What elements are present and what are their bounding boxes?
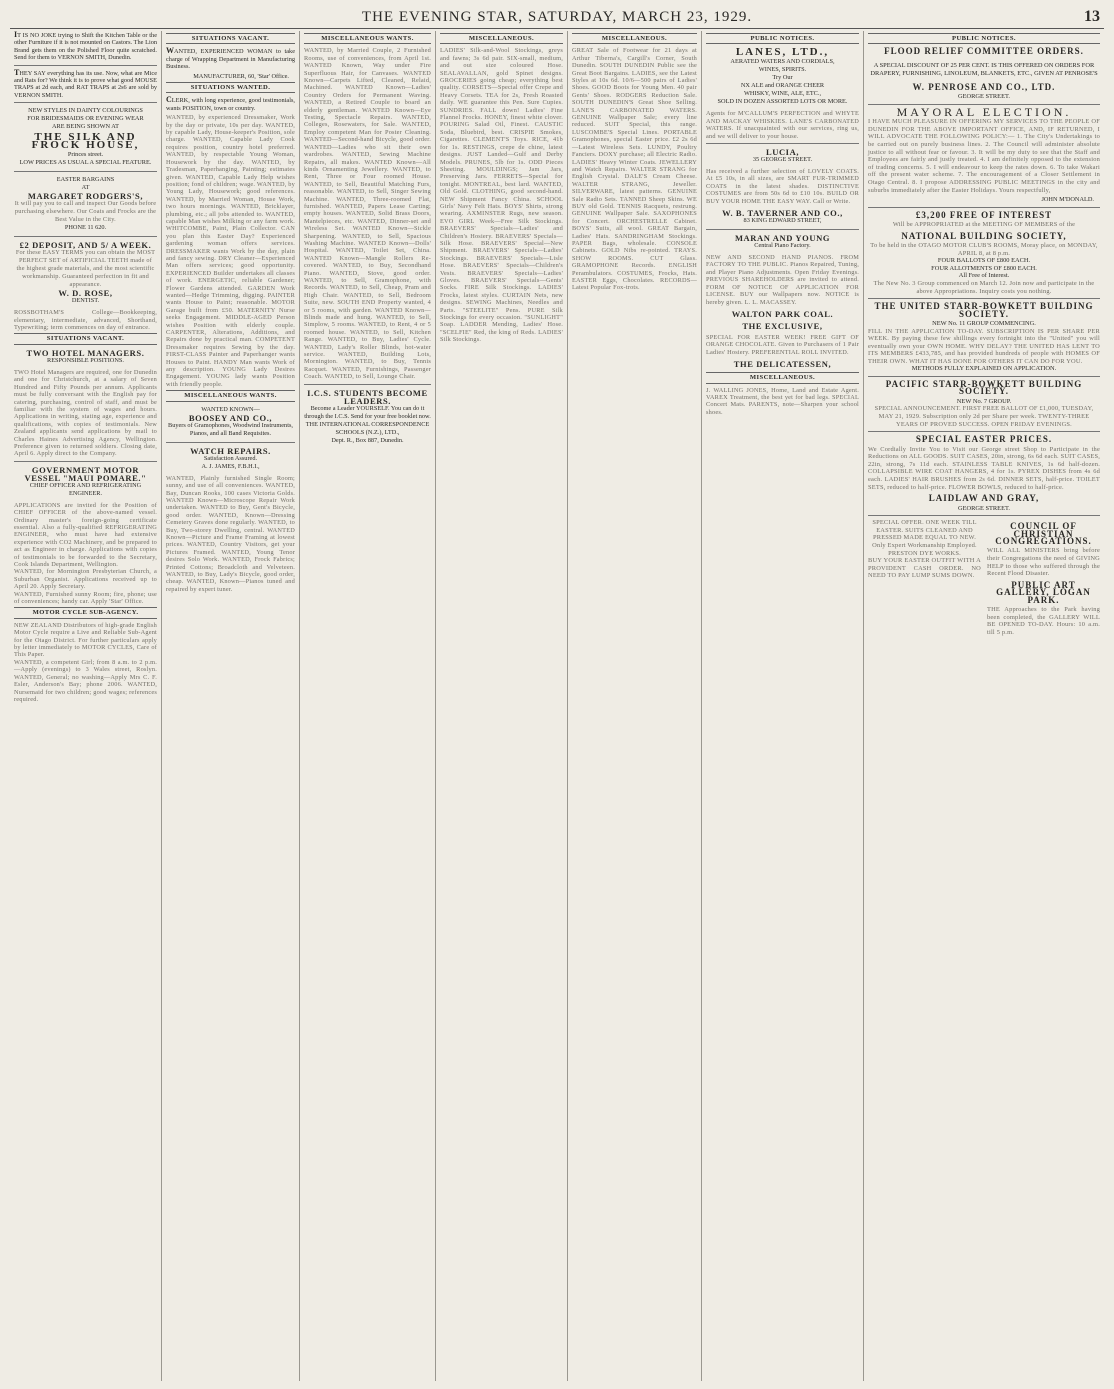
lanes-line-3: Try Our bbox=[772, 74, 793, 82]
ics-body: Become a Leader YOURSELF. You can do it through the I.C.S. Send for your free booklet now. bbox=[304, 404, 431, 420]
ics-sub: Dept. R., Box 887, Dunedin. bbox=[331, 436, 404, 444]
silk-house-name: THE SILK AND FROCK HOUSE, bbox=[31, 131, 140, 152]
column-1: IT IS NO JOKE trying to Shift the Kitchen Table or the other Furniture if it is not mounted on Castors. The Lion Brand gets them on the Polished Floor quite scratched. Send for them to VERNON SMITH, Dunedin. THEY SAY everything has its use. Now, what are Mice and Rats for? We think it is to prove what good MOUSE TRAPS at 2d each, and RAT TRAPS at 2s6 are sold by VERNON SMITH. NEW STYLES IN DAINTY COLOURINGS FOR BRIDESMAIDS OR EVENING WEAR ARE BEING SHOWN AT THE SILK AND FROCK HOUSE, Princes street. LOW PRICES AS USUAL A SPECIAL FEATURE. EASTER BARGAINS AT MARGARET RODGERS'S, It will pay you to call and inspect Our Goods before purchasing elsewhere. Our Coats and Frocks are the Best Value in the City. PHONE 11 620. £2 DEPOSIT, AND 5/ A WEEK. For these EASY TERMS you can obtain the MOST PERFECT SET of ARTIFICIAL TEETH made of the highest grade materials, and the most scientific workmanship. Guaranteed perfection in fit and appearance. W. D. ROSE, DENTIST. ROSSBOTHAM'S College—Bookkeeping, elementary, intermediate, advanced, Shorthand, Typewriting; term commences on day of entrance. SITUATIONS VACANT. TWO HOTEL MANAGERS. RESPONSIBLE POSITIONS. TWO Hotel Managers are required, one for Dunedin and one for Christchurch, at a salary of Seven Hundred and Fifty Pounds per annum. Applicants must be fully conversant with the English pay for catering, purchasing, control of staff, and must be familiar with the system of wages and hours. Applications in writing, stating age, experience and qualifications, with copies of testimonials. New Zealand applicants send applications by mail to Charles Haines Advertising Agency, Wellington. Preference given to returned soldiers. Closing date, April 6. Apply direct to the Company. GOVERNMENT MOTOR VESSEL "MAUI POMARE." CHIEF OFFICER AND REFRIGERATING ENGINEER. APPLICATIONS are invited for the Position of CHIEF OFFICER of the above-named vessel. Ordinary master's foreign-going certificate essential. Also a fully-qualified REFRIGERATING ENGINEER, who must have had extensive experience with CO2 Machinery, and be prepared to act as Engineer in charge. Applications with copies of testimonials to be forwarded to the Secretary, Cook Islands Department, Wellington. WANTED, for Mornington Presbyterian Church, a Suburban Organist. Applications received up to April 20. Apply Secretary. WANTED, Furnished sunny Room; fire, phone; use of conveniences; handy car. Apply 'Star' Office. MOTOR CYCLE SUB-AGENCY. NEW ZEALAND Distributors of high-grade English Motor Cycle require a Live and Reliable Sub-Agent for the Otago District. For further particulars apply by letter immediately to MOTOR CYCLES, Care of This Paper. WANTED, a competent Girl; from 8 a.m. to 2 p.m.—Apply (evenings) to 3 Wales street, Roslyn. WANTED, General; no washing—Apply Mrs C. F. Esler, Anderson's Bay; phone 2006. WANTED, Nursemaid for two children; good wages; references required. bbox=[10, 31, 162, 1381]
maran-sub: Central Piano Factory. bbox=[754, 242, 811, 250]
silk-frock-ad bbox=[14, 107, 157, 167]
taverner-name: W. B. TAVERNER AND CO., bbox=[722, 208, 843, 219]
section-public-notices-1: PUBLIC NOTICES. bbox=[706, 33, 859, 44]
easter-bargains-ad: EASTER BARGAINS AT MARGARET RODGERS'S, It will pay you to call and inspect Our Goods before purchasing elsewhere. Our Coats and Frocks are the Best Value in the City. PHONE 11 620. bbox=[14, 176, 157, 232]
nbs-line-1: FOUR BALLOTS OF £800 EACH. bbox=[937, 257, 1031, 265]
castor-ad: IT IS NO JOKE trying to Shift the Kitchen Table or the other Furniture if it is not mounted on Castors. The Lion Brand gets them on the Polished Floor quite scratched. Send for them to VERNON SMITH, Dunedin. bbox=[14, 31, 157, 62]
deposit-heading: £2 DEPOSIT, AND 5/ A WEEK. bbox=[19, 240, 152, 251]
lucia-name: LUCIA, bbox=[765, 147, 800, 158]
maran-name: MARAN AND YOUNG bbox=[734, 233, 831, 244]
boosey-ad bbox=[166, 406, 295, 438]
lucia-ad bbox=[706, 148, 859, 164]
silk-line-3: ARE BEING SHOWN AT bbox=[52, 123, 119, 131]
watch-sub: Satisfaction Assured. bbox=[203, 454, 258, 462]
walton-ad bbox=[706, 310, 859, 318]
lanes-line-5: WHISKY, WINE, ALE, ETC., bbox=[743, 90, 822, 98]
delicatessen-heading: THE DELICATESSEN, bbox=[733, 359, 832, 370]
united-sub: NEW No. 11 GROUP COMMENCING. bbox=[932, 319, 1036, 327]
nbs-name: NATIONAL BUILDING SOCIETY, bbox=[901, 230, 1067, 241]
lucia-sub: 35 GEORGE STREET. bbox=[752, 156, 813, 164]
rose-name: W. D. ROSE, bbox=[58, 288, 113, 299]
columns bbox=[10, 31, 1104, 1381]
boosey-name: BOOSEY AND CO., bbox=[188, 412, 273, 423]
section-situations-wanted: SITUATIONS WANTED. bbox=[166, 82, 295, 93]
walton-heading: WALTON PARK COAL. bbox=[731, 308, 834, 319]
flood-body: A SPECIAL DISCOUNT OF 25 PER CENT. IS THIS OFFERED ON ORDERS FOR DRAPERY, FURNISHING, LINOLEUM, BLANKETS, ETC., GIVEN AT PENROSE'S bbox=[870, 62, 1098, 77]
laidlaw-street: GEORGE STREET. bbox=[957, 504, 1011, 512]
section-miscellaneous-1: MISCELLANEOUS. bbox=[440, 33, 563, 44]
section-situations-vacant-2: SITUATIONS VACANT. bbox=[166, 33, 295, 44]
gallery-heading: PUBLIC ART GALLERY, LOGAN PARK. bbox=[996, 579, 1091, 605]
watch-repairs-ad bbox=[166, 447, 295, 471]
easter-prices-heading: SPECIAL EASTER PRICES. bbox=[915, 434, 1053, 445]
ics-name: THE INTERNATIONAL CORRESPONDENCE SCHOOLS (N.Z.), LTD., bbox=[305, 420, 430, 436]
mayoral-sig: JOHN M'DONALD. bbox=[1041, 196, 1094, 204]
column-4: MISCELLANEOUS. LADIES' Silk-and-Wool Stockings, greys and fawns; 3s 6d pair. SIX-small, medium, and out size coloured Hose. SEALAVALLAN, gold Spinet designs. GROCERIES going cheap; everything best quality. CORSETS—Special offer Crepe and Heavy Corsets. TEA for 2s, Fresh Roasted daily. WE guarantee this Pen. Sure Cupies. SUNDRIES. FALL down! Ladies' Fine Flannel Frocks. HONEY, finest white clover. POURING Salad Oil, Finest. CAUSTIC Soda, Bluebird, best. CRISPIE Smokes, Cigarettes. CLEMENT'S Toys. RICE, 41b for 1s. RESTINGS, crepe de chine, latest designs. JUST Landed—Gulf and Derby Models. PRUNES, 5lb for 1s. ODD Pieces Sheeting. MOULDINGS; Jam Jars, Preserving Jars. FERRETS—Special for tonight. MONTREAL, best lard. WANTED, Old Gold. CLOTHING, good second-hand. NEW Shipment Fancy China. SCHOOL Girls' Navy Felt Hats. BOYS' Shirts, strong wearing. AXMINSTER Rugs, new season. EVO GIRL Week—Free Silk Stockings. BRAEVERS' Specials—Ladies' and Children's Hosiery. BRAEVERS' Specials—Silk Hose. BRAEVERS' Special—New Shipment. BRAEVERS' Specials—Ladies' Stockings. BRAEVERS' Specials—Lisle Hose. BRAEVERS' Specials—Children's Vests. BRAEVERS' Specials—Ladies' Gloves. BRAEVERS' Specials—Gents' Socks. FIRE Silk Stockings. LADIES' Frocks, latest styles. CURTAIN Nets, new designs. SEWING Machines, Needles and Parts. "STEELITE" Pens. PURE Silk Stockings for every occasion. "SUNLIGHT" Soap. LADDER Mending, Ladies' Hose. "SCELFIE" Red, the king of Reds. LADIES' Silk Stockings. bbox=[436, 31, 568, 1381]
exclusive-heading: THE EXCLUSIVE, bbox=[742, 320, 823, 331]
maui-pomare-ad bbox=[14, 466, 157, 498]
silk-line-1: NEW STYLES IN DAINTY COLOURINGS bbox=[28, 107, 143, 115]
lanes-line-2: WINES, SPIRITS. bbox=[758, 66, 807, 74]
vessel-sub: CHIEF OFFICER AND REFRIGERATING ENGINEER. bbox=[29, 481, 142, 497]
silk-house-note: LOW PRICES AS USUAL A SPECIAL FEATURE. bbox=[19, 159, 152, 167]
section-situations-vacant-1: SITUATIONS VACANT. bbox=[14, 333, 157, 344]
flood-heading: FLOOD RELIEF COMMITTEE ORDERS. bbox=[884, 46, 1084, 57]
pacific-sub: NEW No. 7 GROUP. bbox=[956, 397, 1012, 405]
hotel-managers-ad bbox=[14, 349, 157, 365]
column-3: MISCELLANEOUS WANTS. WANTED, by Married Couple, 2 Furnished Rooms, use of conveniences, from April 1st. WANTED Known, Way under Fire Superfluous Hair, for Canvases. WANTED Known—Carpets Lifted, Cleaned, Relaid, Machined. WANTED Known—Ladies' Country Orders for Permanent Waving. WANTED, a Retired Couple to board an elderly gentleman. WANTED Known—Eye Testing, Spectacle Repairs. WANTED, Colleges, Rosewaters, for Sale. WANTED, Employ competent Man for Poster Cleaning. WANTED—Second-hand Bicycle, good order. WANTED—Ladies who sit their own wardrobes. WANTED, Sewing Machine Repairs, all makes. WANTED Known—All kinds Ornamenting Jewellery. WANTED, to Rent, Three or Four roomed House. WANTED, to Sell, Beautiful Matching Furs, reasonable. WANTED, to Sell, Singer Sewing Machine. WANTED, Three-roomed Flat, furnished. WANTED, Papers Lease Carting; empty houses. WANTED, Solid Brass Doors, Mantelpieces, etc. WANTED, Dinner-set and Wireless Set. WANTED Known—Sickle Sharpening. WANTED, to Sell, Spacious Washing Machine. WANTED Known—Dolls' Hospital. WANTED, Toilet Set, China. WANTED Known—Mangle Rollers Re-covered. WANTED, to Buy, Secondhand Piano. WANTED, Stove, good order. WANTED, to Sell, Gramophone, with Records. WANTED, to Sell, Cheap, Pram and High Chair. WANTED, to Sell, Bedroom Suite, new. SOUTH END Property wanted, 4 or 5 rooms, with garden. WANTED Known—Blinds made and hung. WANTED, to Sell, Simplow, 5 rooms. WANTED, to Rent, 4 or 5 roomed house. WANTED, to Sell, Kitchen Range. WANTED, to Buy, Ladies' Cycle. WANTED, Lady's Roller Blinds, hot-water service. WANTED, Building Lots, Mornington. WANTED, to Buy, Tennis Racquet. WANTED, Furnishings, Passenger Coach. WANTED, to Sell, Lounge Chair. I.C.S. STUDENTS BECOME LEADERS. Become a Leader YOURSELF. You can do it through the I.C.S. Send for your free booklet now. THE INTERNATIONAL CORRESPONDENCE SCHOOLS (N.Z.), LTD., Dept. R., Box 887, Dunedin. bbox=[300, 31, 436, 1381]
column-6: PUBLIC NOTICES. LANES, LTD., AERATED WATERS AND CORDIALS, WINES, SPIRITS. Try Our NX ALE and ORANGE CHEER WHISKY, WINE, ALE, ETC., SOLD IN DOZEN ASSORTED LOTS OR MORE. Agents for M'CALLUM'S PERFECTION and WHYTE AND MACKAY WHISKIES. LANE'S CARBONATED WATERS. If unacquainted with our services, ring us, and we will deliver to your house. LUCIA, 35 GEORGE STREET. Has received a further selection of LOVELY COATS. At £5 10s, in all sizes, are SMART FUR-TRIMMED COATS in the latest shades. DISTINCTIVE COSTUMES are from 50s 6d to £10 10s. BUILD OR BUY YOUR HOME THE EASY WAY. Call or Write. W. B. TAVERNER AND CO., 83 KING EDWARD STREET, MARAN AND YOUNG Central Piano Factory. NEW AND SECOND HAND PIANOS. FROM FACTORY TO THE PUBLIC. Pianos Repaired, Tuning, and Player Piano Adjustments. Open Friday Evenings. PREVIOUS SHAREHOLDERS are invited to attend. FORM OF NOTICE OF APPLICATION FOR LICENSE. BUY our Wallpapers now. NOTICE is hereby given. L. L. MACASSEY. WALTON PARK COAL. THE EXCLUSIVE, SPECIAL FOR EASTER WEEK! FREE GIFT OF ORANGE CHOCOLATE. Given to Purchasers of 1 Pair Ladies' Hosiery. PREFERENTIAL ROLL INVITED. THE DELICATESSEN, MISCELLANEOUS. J. WALLING JONES, Home, Land and Estate Agent. VAREX Treatment, the best yet for bad legs. SPECIAL Concert Mats. PARENTS, note—Sharpen your school shoes. bbox=[702, 31, 864, 1381]
taverner-sub: 83 KING EDWARD STREET, bbox=[743, 217, 822, 225]
manufacturer-sig: MANUFACTURER, 60, 'Star' Office. bbox=[193, 72, 289, 80]
ics-heading: I.C.S. STUDENTS BECOME LEADERS. bbox=[307, 387, 428, 406]
ics-ad bbox=[304, 389, 431, 445]
section-miscellaneous-2: MISCELLANEOUS. bbox=[572, 33, 697, 44]
laidlaw-name: LAIDLAW AND GRAY, bbox=[928, 493, 1040, 504]
delicatessen-ad bbox=[706, 360, 859, 368]
easter-line-2: AT bbox=[81, 184, 90, 192]
boosey-sub: Buyers of Gramophones, Woodwind Instruments, Pianos, and all Band Requisites. bbox=[168, 421, 293, 437]
pacific-heading: PACIFIC STARR-BOWKETT BUILDING SOCIETY. bbox=[885, 379, 1083, 397]
exclusive-ad bbox=[706, 322, 859, 330]
easter-line-1: EASTER BARGAINS bbox=[56, 176, 115, 184]
wanted-known: WANTED KNOWN— bbox=[201, 405, 260, 413]
section-motor-cycle: MOTOR CYCLE SUB-AGENCY. bbox=[14, 607, 157, 618]
masthead bbox=[10, 8, 1104, 29]
masthead-title: THE EVENING STAR, SATURDAY, MARCH 23, 1929. bbox=[361, 9, 753, 25]
council-heading: COUNCIL OF CHRISTIAN CONGREGATIONS. bbox=[995, 521, 1092, 547]
silk-house-street: Princes street. bbox=[67, 151, 104, 159]
rose-dentist-ad: £2 DEPOSIT, AND 5/ A WEEK. For these EASY TERMS you can obtain the MOST PERFECT SET of ARTIFICIAL TEETH made of the highest grade materials, and the most scientific workmanship. Guaranteed perfection in fit and appearance. W. D. ROSE, DENTIST. bbox=[15, 240, 156, 305]
maran-ad bbox=[706, 234, 859, 250]
lanes-name: LANES, LTD., bbox=[735, 46, 830, 59]
page-number: 13 bbox=[1084, 8, 1100, 25]
mayoral-heading: MAYORAL ELECTION. bbox=[896, 104, 1072, 119]
column-5: MISCELLANEOUS. GREAT Sale of Footwear for 21 days at Arthur Tiberna's, Cargill's Corner, South Dunedin. SOUTH DUNEDIN Public see the Great Boot Bargains. LADIES, see the Latest Styles at 10s 6d. 10/6—500 pairs of Ladies' Shoes. GOOD Boots for Young Men. 40 pair Gents' Shoes. RODGERS Reduction Sale. SOUTH DUNEDIN'S Great Shoe Selling. LANE'S CARBONATED WATERS. GENUINE Wallpaper Sale; every line reduced. SUIT Special, this range. LUSCOMBE'S Special Lines. PORTABLE Gramophones, special Easter price. £2 2s 6d—Latest Wireless Sets. LUNDY, Poultry Fanciers. DOXY purchase; all Electric Radio. LADIES' Heavy Winter Coats. JEWELLERY and Watch Repairs. WALTER STRANG for English Crystal. DALE'S Cream Cheese. WALTER STRANG, Jeweller. SILVERWARE, latest patterns. GENUINE Sale Radio Sets. TANNED Sheep Skins. WE BUY old Gold. TENNIS Racquets, restrung. GENUINE Wallpaper Sale. SAXOPHONES for Concert. ORCHESTRELLE Cabinet. BOYS' Suits, all wool. GREAT Bargain, Ladies' Hats. SANDRINGHAM Stockings. PAPER Bags, wholesale. CONSOLE Cabinets. GOLD Nibs re-pointed. TRAYS. SHOW ROOMS. CUT Glass. GRAMOPHONE Records. ENGLISH Perambulators. COSTUMES, Frocks, Hats. EASTER Eggs, Chocolates. RECORDS—Latest Popular Fox-trots. bbox=[568, 31, 702, 1381]
section-public-notices-2: PUBLIC NOTICES. bbox=[868, 33, 1100, 44]
taverner-ad bbox=[706, 209, 859, 225]
rodgers-name: MARGARET RODGERS'S, bbox=[27, 191, 144, 202]
section-misc-wants-2: MISCELLANEOUS WANTS. bbox=[304, 33, 431, 44]
nbs-lines bbox=[868, 257, 1100, 280]
watch-heading: WATCH REPAIRS. bbox=[190, 445, 271, 456]
section-miscellaneous-3: MISCELLANEOUS. bbox=[706, 372, 859, 383]
bottom-notices: SPECIAL OFFER. ONE WEEK TILL EASTER. SUITS CLEANED AND PRESSED MADE EQUAL TO NEW. Only Expert Workmanship Employed. PRESTON DYE WORKS. BUY YOUR EASTER OUTFIT WITH A PROVIDENT CASH ORDER. NO NEED TO PAY LUMP SUMS DOWN. COUNCIL OF CHRISTIAN CONGREGATIONS. WILL ALL MINISTERS bring before their Congregations the need of GIVING HELP to those who suffered through the Recent Flood Disaster. PUBLIC ART GALLERY, LOGAN PARK. THE Approaches to the Park having been completed, the GALLERY WILL BE OPENED TO-DAY. Hours: 10 a.m. till 5 p.m. bbox=[868, 519, 1100, 636]
mouse-trap-ad: THEY SAY everything has its use. Now, what are Mice and Rats for? We think it is to prove what good MOUSE TRAPS at 2d each, and RAT TRAPS at 2s6 are sold by VERNON SMITH. bbox=[14, 67, 157, 99]
rose-sub: DENTIST. bbox=[71, 297, 100, 305]
column-2: SITUATIONS VACANT. WANTED, EXPERIENCED WOMAN to take charge of Wrapping Department in Manufacturing Business. MANUFACTURER, 60, 'Star' Office. SITUATIONS WANTED. CLERK, with long experience, good testimonials, wants POSITION, town or country. WANTED, by experienced Dressmaker, Work by the day or private, 10s per day. WANTED, by capable Lady, House-keeper's Position, sole charge. WANTED, Capable Lady Cook requires position, country hotel preferred. WANTED, by respectable Young Woman, Housework by the day. WANTED, by Tradesman, Paperhanging, Painting; estimates given. WANTED, Capable Lady Help wishes position; fond of children; wage. WANTED, by Young Lady, Housework; good references. WANTED, by Married Woman, House Work, two hours mornings. WANTED, Bricklayer, plumbing, etc.; all jobs attended to. WANTED, capable Man wishes Milking or any farm work. WHITCOMBE, Paint, Plain Collector. CAN you plan this Easter Day? Experienced gardening woman offers services. DRESSMAKER wants Work by the day, plain and fancy sewing. DRY Cleaner—Experienced Man offers services; good opportunity. EXPERIENCED Builder undertakes all classes of work. ENERGETIC, reliable Gardener; Flower Gardens attended. GARDEN Work wanted—Hedge Trimming, digging. PAINTER wants House to Paint; reasonable. MOTOR Garage built from £50. MATERNITY Nurse seeks Engagement. MIDDLE-AGED Person wishes Position with elderly couple. CARPENTER, Alterations, Additions, and Repairs done by practical man. COMPETENT Dressmaker requires Sewing by the day. FIRST-CLASS Painter and Paperhanger wants Houses to Paint. HANDY Man wants Work of any description. YOUNG Lady Desires Engagement. YOUNG lady wants Position with friendly people. MISCELLANEOUS WANTS. WANTED KNOWN— BOOSEY AND CO., Buyers of Gramophones, Woodwind Instruments, Pianos, and all Band Requisites. WATCH REPAIRS. Satisfaction Assured. A. J. JAMES, F.B.H.I., WANTED, Plainly furnished Single Room; sunny, and use of all conveniences. WANTED, Bay, Duncan Rooks, 100 cases Victoria Golds. WANTED Known—Microscope Repair Work undertaken. WANTED to Buy, Gent's Bicycle, good order. WANTED, Known—Dressing Cemetery Graves done regularly. WANTED, to Buy, Two-storey Dwelling, central. WANTED Known—Picture and Frame Framing at lowest prices. WANTED, Country Visitors, get your Pictures Framed. WANTED, Young Tenor desires Solo Work. WANTED, Frock Fabrics; Printed Cottons; Broadcloth and Velveteen. WANTED, to Buy, Lady's Bicycle, good order, cheap. WANTED, Known—Pianos tuned and repaired by expert tuner. bbox=[162, 31, 300, 1381]
penrose-name: W. PENROSE AND CO., LTD. bbox=[912, 81, 1056, 92]
column-7: PUBLIC NOTICES. FLOOD RELIEF COMMITTEE ORDERS. A SPECIAL DISCOUNT OF 25 PER CENT. IS THIS OFFERED ON ORDERS FOR DRAPERY, FURNISHING, LINOLEUM, BLANKETS, ETC., GIVEN AT PENROSE'S W. PENROSE AND CO., LTD. GEORGE STREET. MAYORAL ELECTION. I HAVE MUCH PLEASURE IN OFFERING MY SERVICES TO THE PEOPLE OF DUNEDIN FOR THE ABOVE IMPORTANT OFFICE, AND, IF RETURNED, I WILL ADVOCATE THE FOLLOWING POLICY:— 1. The City's Undertakings to be carried out on purely business lines. 2. The Council will administer absolute justice to all without fear or favour. 3. It will be my duty to see that the Staff and Employees are fairly and justly treated. 4. I am definitely opposed to the extension of trading concerns. 5. I will endeavour to keep the rates down. 6. To take Wakari off the present water scheme. 7. The encouragement of a Closer Settlement in Otago Central. 8. I propose ADDRESSING PUBLIC MEETINGS in the city and suburbs immediately after the Easter Holidays. Yours respectfully, JOHN M'DONALD. £3,200 FREE OF INTEREST Will be APPROPRIATED at the MEETING OF MEMBERS of the NATIONAL BUILDING SOCIETY, To be held in the OTAGO MOTOR CLUB'S ROOMS, Moray place, on MONDAY, APRIL 8, at 8 p.m. FOUR BALLOTS OF £800 EACH. FOUR ALLOTMENTS OF £800 EACH. All Free of Interest. The New No. 3 Group commenced on March 12. Join now and participate in the above Appropriations. Inquiry costs you nothing. THE UNITED STARR-BOWKETT BUILDING SOCIETY. NEW No. 11 GROUP COMMENCING. FILL IN THE APPLICATION TO-DAY. SUBSCRIPTION IS PER SHARE PER WEEK. By paying these few shillings every fortnight into the "United" you will eventually own your OWN HOME. WHY DELAY? THE UNITED HAS LENT TO ITS MEMBERS £433,785, and has provided hundreds of people with HOMES OF THEIR OWN. WHAT IT HAS DONE FOR OTHERS IT CAN DO FOR YOU. METHODS FULLY EXPLAINED ON APPLICATION. PACIFIC STARR-BOWKETT BUILDING SOCIETY. NEW No. 7 GROUP. SPECIAL ANNOUNCEMENT. FIRST FREE BALLOT OF £1,000, TUESDAY, MAY 21, 1929. Subscription only 2d per Share per week. TWENTY-THREE YEARS OF PROVED SUCCESS. OPEN FRIDAY EVENINGS. SPECIAL EASTER PRICES. We Cordially Invite You to Visit our George street Shop to Participate in the Reductions on ALL GOODS. SUIT CASES, 20in, strong, 6s 6d each. SUIT CASES, 22in, strong, 7s 11d each. STAINLESS TABLE KNIVES, 1s 6d half-dozen. COLLAPSIBLE WIRE COAT HANGERS, 4 for 1s. PYREX DISHES from 4s 6d each. LADIES' HAIR BRUSHES from 2s 6d. DINNER SETS, half-price. TOILET SETS, reduced to half-price. FLOWER BOWLS, reduced to half-price. LAIDLAW AND GRAY, GEORGE STREET. SPECIAL OFFER. ONE WEEK TILL EASTER. SUITS CLEANED AND PRESSED MADE EQUAL TO NEW. Only Expert Workmanship Employed. PRESTON DYE WORKS. BUY YOUR EASTER OUTFIT WITH A PROVIDENT CASH ORDER. NO NEED TO PAY LUMP SUMS DOWN. COUNCIL OF CHRISTIAN CONGREGATIONS. WILL ALL MINISTERS bring before their Congregations the need of GIVING HELP to those who suffered through the Recent Flood Disaster. PUBLIC ART GALLERY, LOGAN PARK. THE Approaches to the Park having been completed, the GALLERY WILL BE OPENED TO-DAY. Hours: 10 a.m. till 5 p.m. bbox=[868, 35, 1100, 636]
lanes-line-6: SOLD IN DOZEN ASSORTED LOTS OR MORE. bbox=[717, 98, 848, 106]
methods-line: METHODS FULLY EXPLAINED ON APPLICATION. bbox=[911, 365, 1057, 373]
interest-heading: £3,200 FREE OF INTEREST bbox=[915, 209, 1053, 220]
section-misc-wants-1: MISCELLANEOUS WANTS. bbox=[166, 390, 295, 401]
lanes-line-1: AERATED WATERS AND CORDIALS, bbox=[730, 58, 835, 66]
wrapping-ad: WANTED, EXPERIENCED WOMAN to take charge of Wrapping Department in Manufacturing Business. bbox=[166, 46, 295, 71]
united-heading: THE UNITED STARR-BOWKETT BUILDING SOCIETY. bbox=[874, 301, 1094, 319]
clerk-ad: CLERK, with long experience, good testimonials, wants POSITION, town or country. bbox=[166, 95, 295, 112]
penrose-street: GEORGE STREET. bbox=[957, 93, 1011, 101]
silk-line-2: FOR BRIDESMAIDS OR EVENING WEAR bbox=[27, 115, 144, 123]
vessel-heading: GOVERNMENT MOTOR VESSEL "MAUI POMARE." bbox=[24, 464, 147, 483]
rodgers-phone: PHONE 11 620. bbox=[64, 224, 107, 232]
hotel-sub: RESPONSIBLE POSITIONS. bbox=[47, 356, 124, 364]
lanes-ad bbox=[706, 48, 859, 106]
nbs-line-3: All Free of Interest. bbox=[958, 272, 1010, 280]
hotel-heading: TWO HOTEL MANAGERS. bbox=[26, 347, 145, 358]
nbs-line-2: FOUR ALLOTMENTS OF £800 EACH. bbox=[931, 264, 1037, 272]
lanes-line-4: NX ALE and ORANGE CHEER bbox=[740, 82, 825, 90]
watch-name: A. J. JAMES, F.B.H.I., bbox=[201, 462, 260, 470]
